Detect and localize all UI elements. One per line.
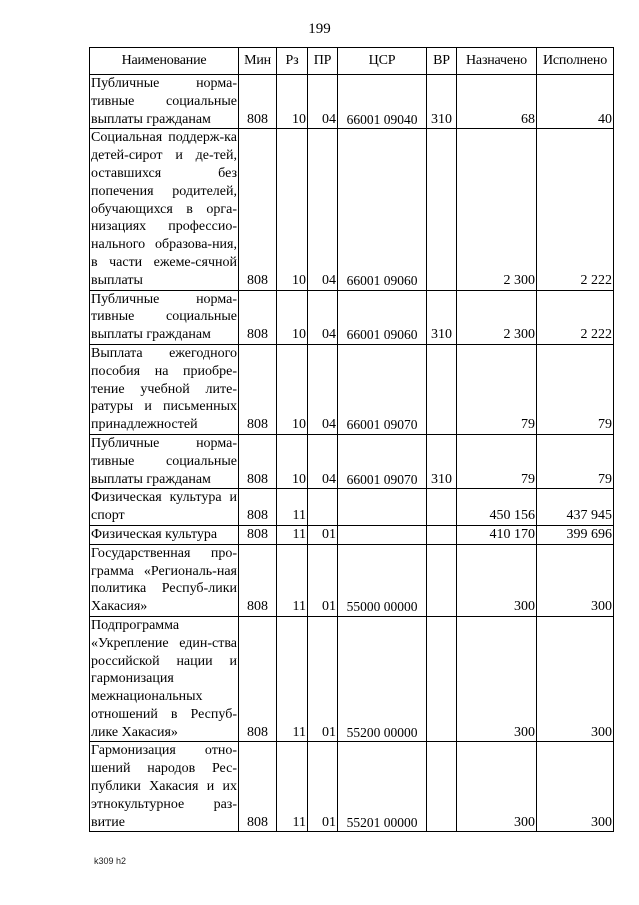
cell-executed: 300 <box>537 742 614 832</box>
cell-name: Публичные норма-тивные социальные выплаты гражданам <box>90 290 239 344</box>
footer-code: k309 h2 <box>94 856 127 866</box>
cell-assigned: 300 <box>457 616 537 742</box>
cell-csr: 66001 09060 <box>338 290 427 344</box>
cell-assigned: 2 300 <box>457 290 537 344</box>
cell-min: 808 <box>239 616 277 742</box>
budget-table <box>89 47 614 832</box>
header-rz: Рз <box>277 48 308 75</box>
cell-vr <box>427 489 457 526</box>
header-name: Наименование <box>90 48 239 75</box>
cell-name: Физическая культура и спорт <box>90 489 239 526</box>
cell-pr: 04 <box>308 75 338 129</box>
cell-min: 808 <box>239 290 277 344</box>
cell-csr: 66001 09070 <box>338 344 427 434</box>
cell-assigned: 300 <box>457 544 537 616</box>
cell-name: Социальная поддерж-ка детей-сирот и де-тей, оставшихся без попечения родителей, обучающихся в орга-низациях профессио-нального образова-ния, в части ежеме-сячной выплаты <box>90 129 239 290</box>
header-min: Мин <box>239 48 277 75</box>
table-row <box>90 742 614 832</box>
cell-min: 808 <box>239 434 277 488</box>
cell-assigned: 2 300 <box>457 129 537 290</box>
cell-assigned: 410 170 <box>457 525 537 544</box>
header-vr: ВР <box>427 48 457 75</box>
cell-pr: 04 <box>308 290 338 344</box>
cell-pr: 01 <box>308 525 338 544</box>
cell-name: Физическая культура <box>90 525 239 544</box>
cell-min: 808 <box>239 75 277 129</box>
header-pr: ПР <box>308 48 338 75</box>
cell-vr <box>427 544 457 616</box>
cell-vr <box>427 129 457 290</box>
cell-name: Выплата ежегодного пособия на приобре-тение учебной лите-ратуры и письменных принадлежностей <box>90 344 239 434</box>
cell-assigned: 79 <box>457 434 537 488</box>
cell-min: 808 <box>239 489 277 526</box>
cell-csr: 66001 09060 <box>338 129 427 290</box>
cell-pr: 04 <box>308 129 338 290</box>
cell-csr: 66001 09040 <box>338 75 427 129</box>
cell-rz: 10 <box>277 344 308 434</box>
cell-csr: 66001 09070 <box>338 434 427 488</box>
cell-assigned: 450 156 <box>457 489 537 526</box>
cell-pr <box>308 489 338 526</box>
cell-min: 808 <box>239 129 277 290</box>
cell-vr: 310 <box>427 290 457 344</box>
cell-pr: 04 <box>308 434 338 488</box>
cell-executed: 79 <box>537 434 614 488</box>
cell-name: Публичные норма-тивные социальные выплаты гражданам <box>90 434 239 488</box>
cell-pr: 01 <box>308 544 338 616</box>
cell-executed: 40 <box>537 75 614 129</box>
header-assigned: Назначено <box>457 48 537 75</box>
cell-executed: 79 <box>537 344 614 434</box>
table-row <box>90 489 614 526</box>
table-row <box>90 75 614 129</box>
cell-rz: 10 <box>277 434 308 488</box>
cell-pr: 01 <box>308 616 338 742</box>
cell-csr: 55201 00000 <box>338 742 427 832</box>
cell-rz: 11 <box>277 544 308 616</box>
table-row <box>90 616 614 742</box>
header-csr: ЦСР <box>338 48 427 75</box>
cell-name: Подпрограмма «Укрепление един-ства российской нации и гармонизация межнациональных отношений в Респуб-лике Хакасия» <box>90 616 239 742</box>
cell-rz: 11 <box>277 742 308 832</box>
cell-executed: 2 222 <box>537 290 614 344</box>
header-executed: Исполнено <box>537 48 614 75</box>
cell-rz: 10 <box>277 290 308 344</box>
cell-vr: 310 <box>427 75 457 129</box>
cell-min: 808 <box>239 742 277 832</box>
cell-rz: 11 <box>277 489 308 526</box>
table-row <box>90 434 614 488</box>
table-row <box>90 129 614 290</box>
cell-rz: 11 <box>277 525 308 544</box>
cell-pr: 04 <box>308 344 338 434</box>
table-row <box>90 525 614 544</box>
cell-name: Публичные норма-тивные социальные выплаты гражданам <box>90 75 239 129</box>
cell-executed: 399 696 <box>537 525 614 544</box>
cell-executed: 437 945 <box>537 489 614 526</box>
cell-vr <box>427 344 457 434</box>
cell-csr: 55200 00000 <box>338 616 427 742</box>
cell-executed: 300 <box>537 616 614 742</box>
cell-min: 808 <box>239 544 277 616</box>
cell-assigned: 300 <box>457 742 537 832</box>
cell-pr: 01 <box>308 742 338 832</box>
cell-vr <box>427 616 457 742</box>
cell-min: 808 <box>239 525 277 544</box>
cell-rz: 11 <box>277 616 308 742</box>
cell-assigned: 79 <box>457 344 537 434</box>
cell-csr <box>338 525 427 544</box>
cell-assigned: 68 <box>457 75 537 129</box>
cell-executed: 2 222 <box>537 129 614 290</box>
page-number: 199 <box>308 21 331 37</box>
table-header-row <box>90 48 614 75</box>
cell-rz: 10 <box>277 75 308 129</box>
table-body <box>90 75 614 832</box>
cell-rz: 10 <box>277 129 308 290</box>
cell-csr: 55000 00000 <box>338 544 427 616</box>
cell-executed: 300 <box>537 544 614 616</box>
cell-name: Гармонизация отно-шений народов Рес-публики Хакасия и их этнокультурное раз-витие <box>90 742 239 832</box>
cell-name: Государственная про-грамма «Региональ-ная политика Респуб-лики Хакасия» <box>90 544 239 616</box>
cell-vr <box>427 525 457 544</box>
cell-vr: 310 <box>427 434 457 488</box>
cell-min: 808 <box>239 344 277 434</box>
cell-csr <box>338 489 427 526</box>
table-row <box>90 290 614 344</box>
table-row <box>90 544 614 616</box>
cell-vr <box>427 742 457 832</box>
table-row <box>90 344 614 434</box>
